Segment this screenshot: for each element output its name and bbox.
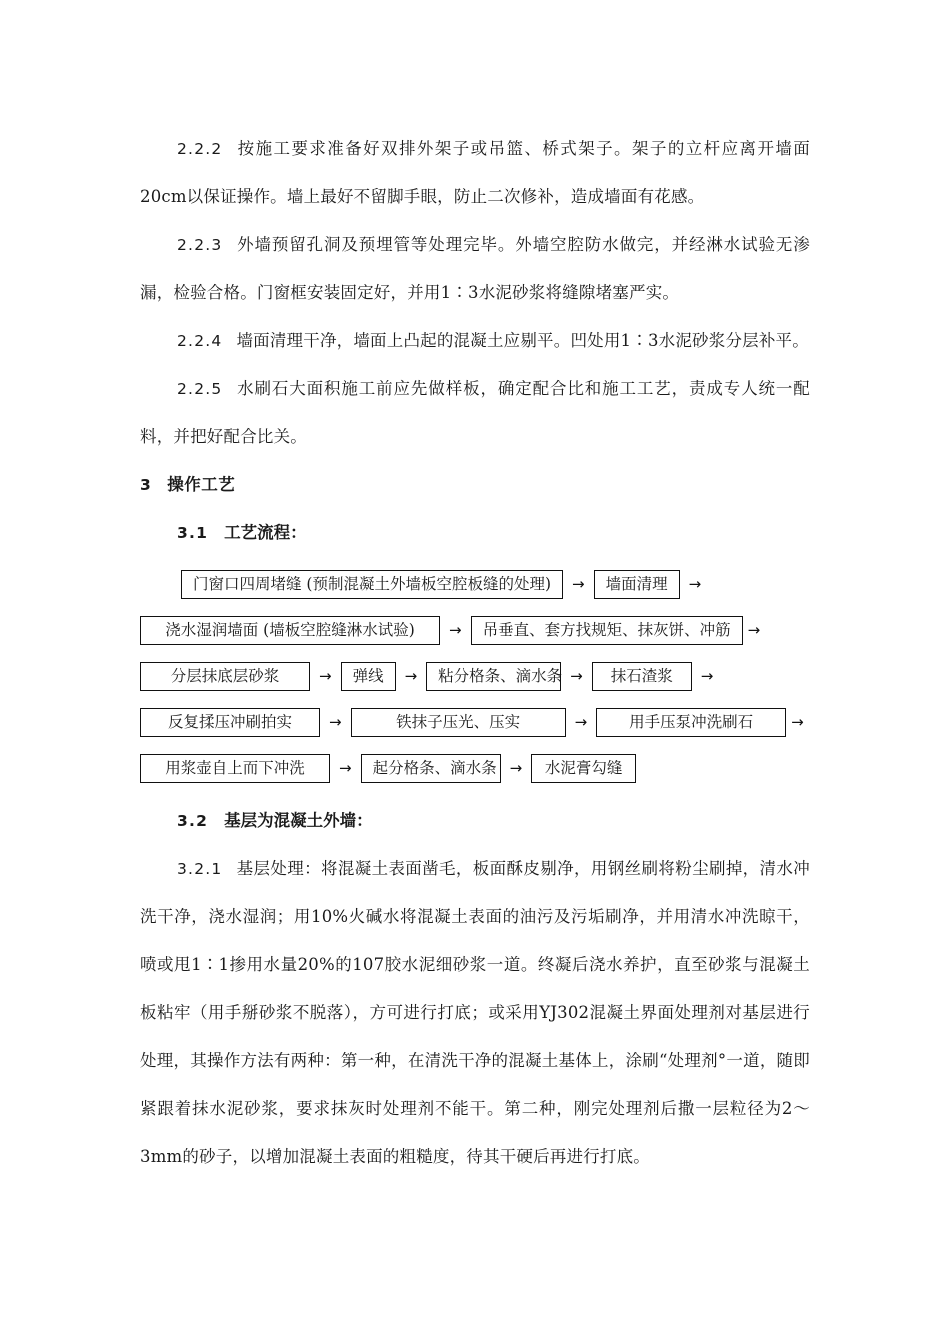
paragraph-2-2-5	[140, 365, 810, 461]
flow-row-3	[140, 653, 810, 699]
arrow-icon: →	[319, 666, 332, 685]
paragraph-number: 2.2.2	[177, 140, 223, 158]
flow-box: 反复揉压冲刷拍实	[140, 708, 320, 737]
section-number: 3.1	[177, 524, 209, 542]
arrow-icon: →	[747, 620, 761, 639]
flow-box: 弹线	[341, 662, 396, 691]
flow-box: 分层抹底层砂浆	[140, 662, 310, 691]
section-heading-3	[140, 461, 810, 509]
flow-row-2	[140, 607, 810, 653]
arrow-icon: →	[339, 758, 352, 777]
paragraph-text: 水刷石大面积施工前应先做样板，确定配合比和施工工艺，责成专人统一配料，并把好配合比关。	[140, 379, 810, 446]
arrow-icon: →	[688, 574, 702, 593]
arrow-icon: →	[329, 712, 342, 731]
flow-box: 吊垂直、套方找规矩、抹灰饼、冲筋	[471, 616, 743, 645]
paragraph-text: 墙面清理干净，墙面上凸起的混凝土应剔平。凹处用1∶3水泥砂浆分层补平。	[236, 331, 809, 350]
section-title: 工艺流程：	[224, 523, 307, 542]
section-heading-3-2	[140, 797, 810, 845]
flow-box: 起分格条、滴水条	[361, 754, 501, 783]
paragraph-number: 3.2.1	[177, 860, 223, 878]
paragraph-text: 基层处理：将混凝土表面凿毛，板面酥皮剔净，用钢丝刷将粉尘刷掉，清水冲洗干净，浇水湿润；用10%火碱水将混凝土表面的油污及污垢刷净，并用清水冲洗晾干，喷或甩1∶1掺用水量20%的107胶水泥细砂浆一道。终凝后浇水养护，直至砂浆与混凝土板粘牢（用手掰砂浆不脱落），方可进行打底；或采用YJ302混凝土界面处理剂对基层进行处理，其操作方法有两种：第一种，在清洗干净的混凝土基体上，涂刷“处理剂°一道，随即紧跟着抹水泥砂浆，要求抹灰时处理剂不能干。第二种，刚完处理剂后撒一层粒径为2～3mm的砂子，以增加混凝土表面的粗糙度，待其干硬后再进行打底。	[140, 859, 810, 1166]
arrow-icon: →	[404, 666, 418, 685]
arrow-icon: →	[700, 666, 714, 685]
paragraph-number: 2.2.3	[177, 236, 223, 254]
section-title: 基层为混凝土外墙：	[224, 811, 373, 830]
paragraph-3-2-1	[140, 845, 810, 1181]
flow-box: 铁抹子压光、压实	[351, 708, 566, 737]
paragraph-text: 按施工要求准备好双排外架子或吊篮、桥式架子。架子的立杆应离开墙面20cm以保证操作。墙上最好不留脚手眼，防止二次修补，造成墙面有花感。	[140, 139, 810, 206]
flow-box: 门窗口四周堵缝 (预制混凝土外墙板空腔板缝的处理)	[181, 570, 563, 599]
flow-row-4	[140, 699, 810, 745]
flow-box: 用手压泵冲洗刷石	[596, 708, 786, 737]
section-title: 操作工艺	[167, 475, 236, 494]
section-number: 3.2	[177, 812, 209, 830]
flow-box: 用浆壶自上而下冲洗	[140, 754, 330, 783]
paragraph-number: 2.2.4	[177, 332, 223, 350]
paragraph-2-2-2	[140, 125, 810, 221]
arrow-icon: →	[574, 712, 588, 731]
arrow-icon: →	[509, 758, 523, 777]
arrow-icon: →	[449, 620, 462, 639]
paragraph-2-2-3	[140, 221, 810, 317]
paragraph-2-2-4	[140, 317, 810, 365]
flow-box: 抹石渣浆	[592, 662, 692, 691]
arrow-icon: →	[572, 574, 585, 593]
arrow-icon: →	[570, 666, 583, 685]
paragraph-text: 外墙预留孔洞及预埋管等处理完毕。外墙空腔防水做完，并经淋水试验无渗漏，检验合格。门窗框安装固定好，并用1∶3水泥砂浆将缝隙堵塞严实。	[140, 235, 810, 302]
flow-box: 墙面清理	[594, 570, 680, 599]
paragraph-number: 2.2.5	[177, 380, 223, 398]
flow-row-5	[140, 745, 810, 791]
flow-box: 粘分格条、滴水条	[426, 662, 561, 691]
flow-box: 浇水湿润墙面 (墙板空腔缝淋水试验)	[140, 616, 440, 645]
section-number: 3	[140, 476, 152, 494]
section-heading-3-1	[140, 509, 810, 557]
flow-box: 水泥膏勾缝	[531, 754, 636, 783]
process-flowchart	[140, 561, 810, 791]
flow-row-1	[140, 561, 810, 607]
arrow-icon: →	[791, 712, 804, 731]
